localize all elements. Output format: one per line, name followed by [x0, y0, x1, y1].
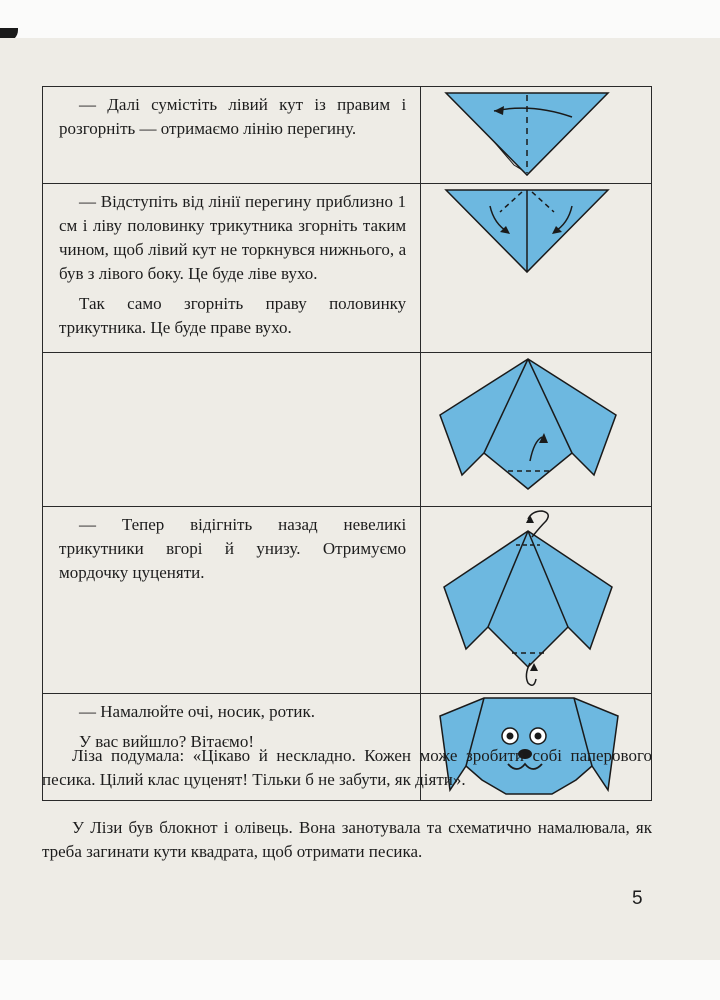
- triangle-ears-fold-diagram: [422, 184, 650, 282]
- page-number: 5: [632, 888, 643, 909]
- blue-triangle-fold-diagram: [422, 87, 650, 183]
- step-1-text: — Далі сумістіть лівий кут із правим і розгорніть — отримаємо лінію перегину.: [59, 95, 407, 138]
- fold-corners-back-diagram: [422, 507, 650, 693]
- top-margin: [0, 0, 720, 38]
- step-text-cell: [43, 184, 421, 353]
- step-2-text-extra: Так само згорніть праву половинку трикутника. Це буде праве вухо.: [59, 294, 407, 337]
- ears-folded-diagram: [422, 353, 650, 495]
- step-text-cell: [43, 507, 421, 694]
- step-figure-cell: [421, 184, 652, 353]
- table-row: [43, 507, 652, 694]
- step-text-cell: [43, 353, 421, 507]
- step-2-text: — Відступіть від лінії перегину приблизно 1 см і ліву половинку трикутника згорніть таким чином, щоб лівий кут не торкнувся нижнього, а був з лівого боку. Це буде ліве вухо.: [59, 192, 407, 283]
- step-3-text: — Тепер відігніть назад невеликі трикутники вгорі й унизу. Отримуємо мордочку цуценяти.: [59, 515, 407, 582]
- step-figure-cell: [421, 353, 652, 507]
- table-row: [43, 87, 652, 184]
- bottom-margin: [0, 960, 720, 1000]
- step-text-cell: [43, 87, 421, 184]
- table-row: [43, 184, 652, 353]
- instructions-table: [42, 86, 652, 801]
- story-paragraph: Ліза подумала: «Цікаво й нескладно. Кожен може зробити собі паперового песика. Цілий клас цуценят! Тільки б не забути, як діяти».: [42, 746, 652, 789]
- step-figure-cell: [421, 507, 652, 694]
- step-4-text-extra: У вас вийшло? Вітаємо!: [79, 732, 254, 751]
- step-4-text: — Намалюйте очі, носик, ротик.: [79, 702, 315, 721]
- story-paragraph: У Лізи був блокнот і олівець. Вона занотувала та схематично намалювала, як треба загинати кути квадрата, щоб отримати песика.: [42, 818, 652, 861]
- table-row: [43, 353, 652, 507]
- step-figure-cell: [421, 87, 652, 184]
